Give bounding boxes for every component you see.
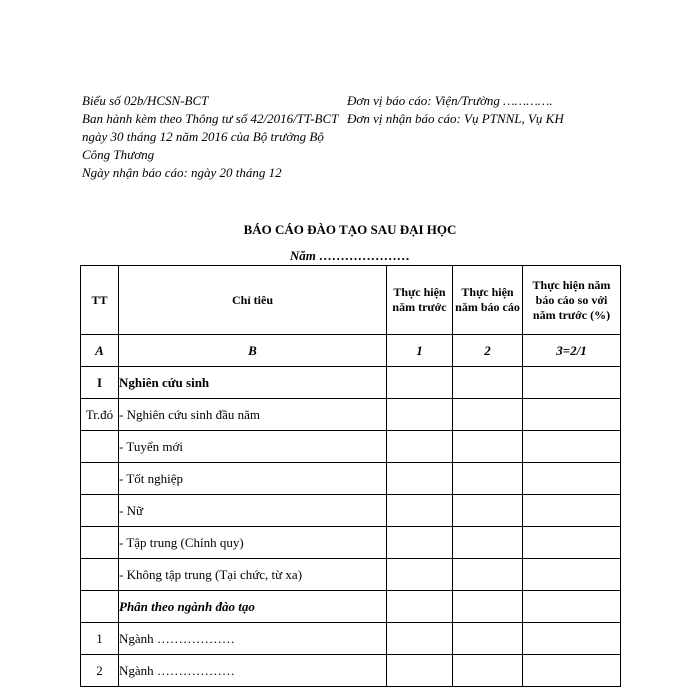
table-row bbox=[81, 367, 621, 399]
header-right bbox=[347, 92, 647, 128]
row-tt: I bbox=[81, 367, 119, 399]
receiving-unit: Đơn vị nhận báo cáo: Vụ PTNNL, Vụ KH bbox=[347, 111, 564, 126]
header-tt: TT bbox=[81, 266, 119, 335]
row-label: - Tập trung (Chính quy) bbox=[119, 527, 387, 559]
row-tt bbox=[81, 527, 119, 559]
table-row bbox=[81, 463, 621, 495]
row-value-ratio[interactable] bbox=[523, 431, 621, 463]
row-tt bbox=[81, 495, 119, 527]
row-value-prev-year[interactable] bbox=[387, 623, 453, 655]
row-tt bbox=[81, 591, 119, 623]
form-code: Biểu số 02b/HCSN-BCT bbox=[82, 93, 209, 108]
table-row bbox=[81, 559, 621, 591]
row-label: Phân theo ngành đào tạo bbox=[119, 591, 387, 623]
row-value-report-year[interactable] bbox=[453, 399, 523, 431]
row-label: - Nghiên cứu sinh đầu năm bbox=[119, 399, 387, 431]
issued-with-circular: Ban hành kèm theo Thông tư số 42/2016/TT-BCT ngày 30 tháng 12 năm 2016 của Bộ trưởng Bộ Công Thương bbox=[82, 111, 339, 162]
table-code-row bbox=[81, 335, 621, 367]
row-label: - Tốt nghiệp bbox=[119, 463, 387, 495]
reporting-unit: Đơn vị báo cáo: Viện/Trường …………. bbox=[347, 93, 553, 108]
row-value-report-year[interactable] bbox=[453, 623, 523, 655]
row-value-report-year[interactable] bbox=[453, 431, 523, 463]
header-left bbox=[82, 92, 344, 182]
table-row bbox=[81, 623, 621, 655]
row-tt bbox=[81, 559, 119, 591]
row-value-ratio[interactable] bbox=[523, 623, 621, 655]
code-b: B bbox=[119, 335, 387, 367]
row-value-ratio[interactable] bbox=[523, 399, 621, 431]
row-value-ratio[interactable] bbox=[523, 655, 621, 687]
code-3: 3=2/1 bbox=[523, 335, 621, 367]
row-value-prev-year[interactable] bbox=[387, 399, 453, 431]
row-value-prev-year[interactable] bbox=[387, 527, 453, 559]
row-tt bbox=[81, 431, 119, 463]
table-row bbox=[81, 591, 621, 623]
table-header-row bbox=[81, 266, 621, 335]
report-title: BÁO CÁO ĐÀO TẠO SAU ĐẠI HỌC bbox=[243, 222, 457, 237]
row-value-report-year[interactable] bbox=[453, 591, 523, 623]
table-body bbox=[81, 367, 621, 687]
header-chi-tieu: Chỉ tiêu bbox=[119, 266, 387, 335]
row-label: - Không tập trung (Tại chức, từ xa) bbox=[119, 559, 387, 591]
row-label: Nghiên cứu sinh bbox=[119, 367, 387, 399]
table-row bbox=[81, 655, 621, 687]
row-value-report-year[interactable] bbox=[453, 655, 523, 687]
row-value-prev-year[interactable] bbox=[387, 495, 453, 527]
row-value-ratio[interactable] bbox=[523, 463, 621, 495]
header-prev-year: Thực hiện năm trước bbox=[387, 266, 453, 335]
row-label: Ngành ……………… bbox=[119, 623, 387, 655]
row-value-ratio[interactable] bbox=[523, 367, 621, 399]
row-value-prev-year[interactable] bbox=[387, 367, 453, 399]
row-tt: 1 bbox=[81, 623, 119, 655]
row-value-prev-year[interactable] bbox=[387, 655, 453, 687]
row-tt: Tr.đó bbox=[81, 399, 119, 431]
code-1: 1 bbox=[387, 335, 453, 367]
row-value-report-year[interactable] bbox=[453, 527, 523, 559]
report-year: Năm ………………… bbox=[289, 248, 411, 263]
code-a: A bbox=[81, 335, 119, 367]
header-report-year: Thực hiện năm báo cáo bbox=[453, 266, 523, 335]
header-ratio: Thực hiện năm báo cáo so với năm trước (%) bbox=[523, 266, 621, 335]
row-value-ratio[interactable] bbox=[523, 527, 621, 559]
table-row bbox=[81, 495, 621, 527]
row-label: - Tuyển mới bbox=[119, 431, 387, 463]
table-row bbox=[81, 527, 621, 559]
table-row bbox=[81, 399, 621, 431]
row-tt bbox=[81, 463, 119, 495]
row-value-prev-year[interactable] bbox=[387, 431, 453, 463]
row-value-prev-year[interactable] bbox=[387, 463, 453, 495]
row-value-prev-year[interactable] bbox=[387, 591, 453, 623]
row-value-prev-year[interactable] bbox=[387, 559, 453, 591]
report-receive-date: Ngày nhận báo cáo: ngày 20 tháng 12 bbox=[82, 165, 282, 180]
row-value-ratio[interactable] bbox=[523, 559, 621, 591]
table-row bbox=[81, 431, 621, 463]
code-2: 2 bbox=[453, 335, 523, 367]
row-label: Ngành ……………… bbox=[119, 655, 387, 687]
row-value-report-year[interactable] bbox=[453, 367, 523, 399]
row-value-ratio[interactable] bbox=[523, 495, 621, 527]
row-label: - Nữ bbox=[119, 495, 387, 527]
row-value-report-year[interactable] bbox=[453, 463, 523, 495]
row-value-ratio[interactable] bbox=[523, 591, 621, 623]
row-tt: 2 bbox=[81, 655, 119, 687]
row-value-report-year[interactable] bbox=[453, 495, 523, 527]
report-table bbox=[80, 265, 621, 687]
row-value-report-year[interactable] bbox=[453, 559, 523, 591]
